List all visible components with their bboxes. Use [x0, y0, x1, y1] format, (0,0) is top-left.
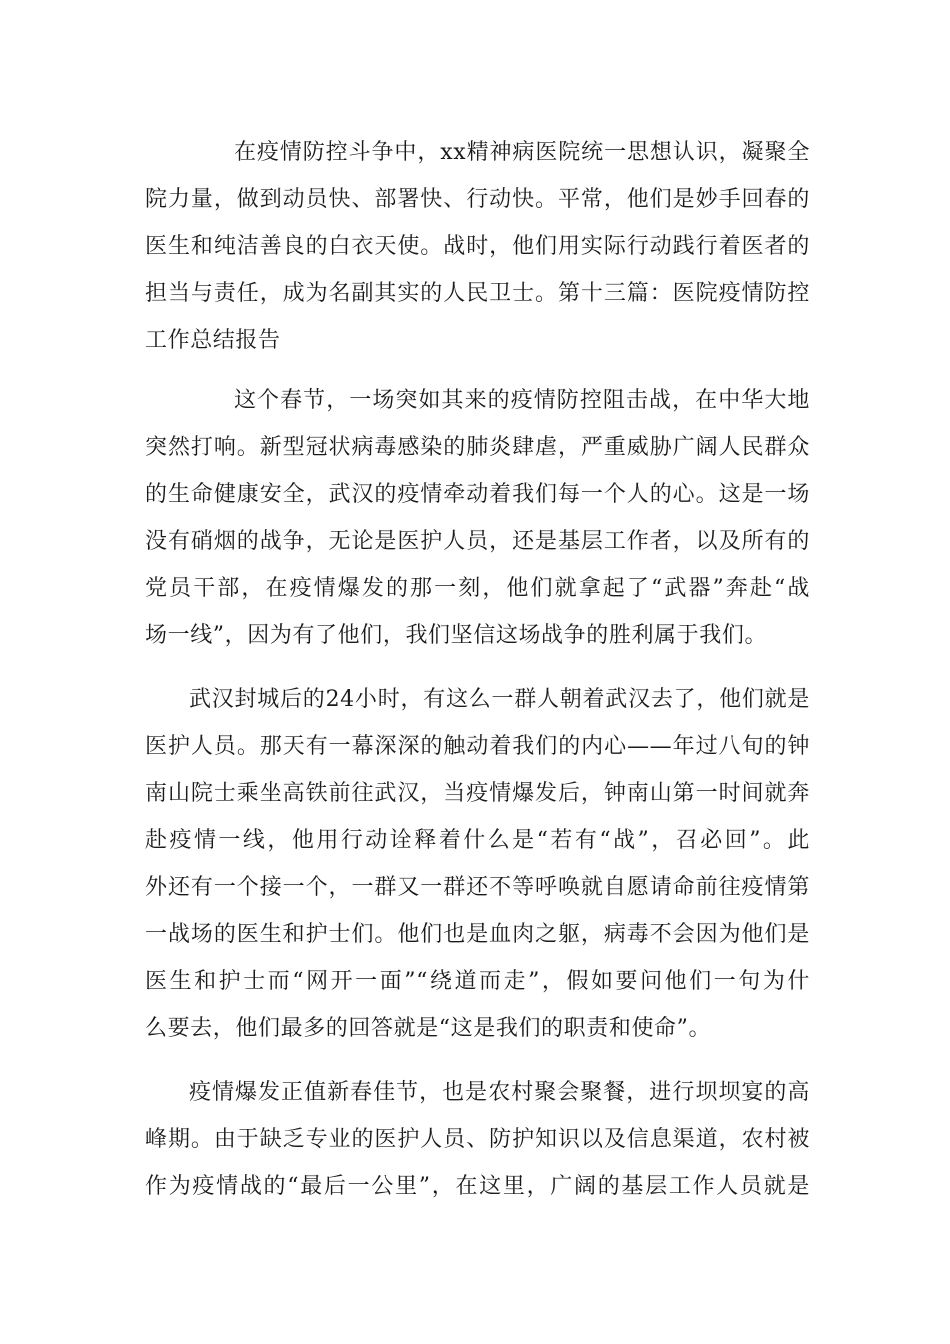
paragraph-2-line-4: 没有硝烟的战争，无论是医护人员，还是基层工作者，以及所有的: [145, 529, 810, 554]
paragraph-3-line-4: 赴疫情一线，他用行动诠释着什么是“若有“战”，召必回”。此: [145, 828, 810, 853]
paragraph-1-line-2: 院力量，做到动员快、部署快、行动快。平常，他们是妙手回春的: [145, 187, 810, 212]
paragraph-4-line-3: 作为疫情战的“最后一公里”，在这里，广阔的基层工作人员就是: [145, 1174, 810, 1199]
paragraph-2-line-6: 场一线”，因为有了他们，我们坚信这场战争的胜利属于我们。: [145, 623, 768, 648]
paragraph-3-line-7: 医生和护士而“网开一面”“绕道而走”，假如要问他们一句为什: [145, 969, 810, 994]
paragraph-1-line-4: 担当与责任，成为名副其实的人民卫士。第十三篇：医院疫情防控: [145, 281, 810, 306]
paragraph-2-line-5: 党员干部，在疫情爆发的那一刻，他们就拿起了“武器”奔赴“战: [145, 576, 810, 601]
paragraph-2-line-1: 这个春节，一场突如其来的疫情防控阻击战，在中华大地: [234, 388, 810, 413]
paragraph-3-line-6: 一战场的医生和护士们。他们也是血肉之躯，病毒不会因为他们是: [145, 922, 810, 947]
paragraph-3-line-1: 武汉封城后的24小时，有这么一群人朝着武汉去了，他们就是: [189, 687, 810, 712]
paragraph-2-line-2: 突然打响。新型冠状病毒感染的肺炎肆虐，严重威胁广阔人民群众: [145, 435, 810, 460]
paragraph-1-line-1: 在疫情防控斗争中，xx精神病医院统一思想认识，凝聚全: [234, 140, 810, 165]
paragraph-4-line-1: 疫情爆发正值新春佳节，也是农村聚会聚餐，进行坝坝宴的高: [189, 1080, 810, 1105]
paragraph-2-line-3: 的生命健康安全，武汉的疫情牵动着我们每一个人的心。这是一场: [145, 482, 810, 507]
paragraph-4-line-2: 峰期。由于缺乏专业的医护人员、防护知识以及信息渠道，农村被: [145, 1127, 810, 1152]
paragraph-3-line-8: 么要去，他们最多的回答就是“这是我们的职责和使命”。: [145, 1016, 712, 1041]
paragraph-1-line-3: 医生和纯洁善良的白衣天使。战时，他们用实际行动践行着医者的: [145, 234, 810, 259]
paragraph-1-line-5: 工作总结报告: [145, 328, 281, 353]
paragraph-3-line-2: 医护人员。那天有一幕深深的触动着我们的内心——年过八旬的钟: [145, 734, 810, 759]
paragraph-3-line-5: 外还有一个接一个，一群又一群还不等呼唤就自愿请命前往疫情第: [145, 875, 810, 900]
paragraph-3-line-3: 南山院士乘坐高铁前往武汉，当疫情爆发后，钟南山第一时间就奔: [145, 781, 810, 806]
